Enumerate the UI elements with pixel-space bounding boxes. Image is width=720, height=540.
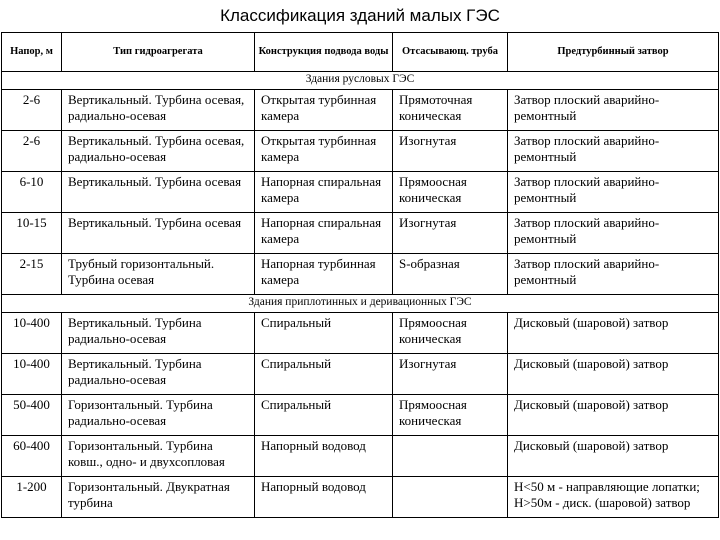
cell-draft-tube: Изогнутая xyxy=(393,354,508,395)
header-row xyxy=(2,33,719,72)
table-row xyxy=(2,131,719,172)
column-header-draft-tube: Отсасывающ. труба xyxy=(393,33,508,72)
table-row xyxy=(2,90,719,131)
cell-gate: Затвор плоский аварийно-ремонтный xyxy=(508,172,719,213)
cell-gate: Дисковый (шаровой) затвор xyxy=(508,313,719,354)
cell-draft-tube: Прямоосная коническая xyxy=(393,395,508,436)
cell-gate: Затвор плоский аварийно-ремонтный xyxy=(508,90,719,131)
cell-water-inlet: Спиральный xyxy=(255,354,393,395)
cell-unit-type: Вертикальный. Турбина радиально-осевая xyxy=(62,313,255,354)
cell-unit-type: Трубный горизонтальный. Турбина осевая xyxy=(62,254,255,295)
cell-unit-type: Вертикальный. Турбина осевая, радиально-осевая xyxy=(62,90,255,131)
cell-head: 10-15 xyxy=(2,213,62,254)
cell-gate: Н<50 м - направляющие лопатки; Н>50м - диск. (шаровой) затвор xyxy=(508,477,719,518)
column-header-gate: Предтурбинный затвор xyxy=(508,33,719,72)
section-title-riverbed: Здания русловых ГЭС xyxy=(2,72,719,90)
cell-unit-type: Вертикальный. Турбина осевая xyxy=(62,213,255,254)
cell-draft-tube: Прямоосная коническая xyxy=(393,172,508,213)
cell-gate: Дисковый (шаровой) затвор xyxy=(508,436,719,477)
cell-draft-tube: Изогнутая xyxy=(393,131,508,172)
table-row xyxy=(2,477,719,518)
cell-water-inlet: Напорный водовод xyxy=(255,436,393,477)
cell-unit-type: Вертикальный. Турбина осевая xyxy=(62,172,255,213)
table-row xyxy=(2,395,719,436)
cell-unit-type: Вертикальный. Турбина радиально-осевая xyxy=(62,354,255,395)
column-header-water-inlet: Конструкция подвода воды xyxy=(255,33,393,72)
table-row xyxy=(2,354,719,395)
cell-draft-tube xyxy=(393,436,508,477)
cell-water-inlet: Спиральный xyxy=(255,395,393,436)
table-row xyxy=(2,213,719,254)
cell-head: 2-6 xyxy=(2,90,62,131)
section-row xyxy=(2,295,719,313)
cell-head: 10-400 xyxy=(2,313,62,354)
cell-head: 60-400 xyxy=(2,436,62,477)
cell-water-inlet: Напорная спиральная камера xyxy=(255,213,393,254)
section-title-dam-derivation: Здания приплотинных и деривационных ГЭС xyxy=(2,295,719,313)
cell-head: 6-10 xyxy=(2,172,62,213)
cell-head: 2-6 xyxy=(2,131,62,172)
classification-table xyxy=(1,32,719,518)
cell-draft-tube: Прямоосная коническая xyxy=(393,313,508,354)
table-row xyxy=(2,172,719,213)
cell-gate: Дисковый (шаровой) затвор xyxy=(508,395,719,436)
cell-gate: Затвор плоский аварийно-ремонтный xyxy=(508,131,719,172)
cell-unit-type: Вертикальный. Турбина осевая, радиально-осевая xyxy=(62,131,255,172)
cell-water-inlet: Напорная спиральная камера xyxy=(255,172,393,213)
cell-water-inlet: Напорный водовод xyxy=(255,477,393,518)
table-row xyxy=(2,254,719,295)
cell-unit-type: Горизонтальный. Турбина ковш., одно- и двухсопловая xyxy=(62,436,255,477)
cell-head: 10-400 xyxy=(2,354,62,395)
cell-unit-type: Горизонтальный. Двукратная турбина xyxy=(62,477,255,518)
page-title: Классификация зданий малых ГЭС xyxy=(220,6,500,25)
section-row xyxy=(2,72,719,90)
column-header-head: Напор, м xyxy=(2,33,62,72)
table-row xyxy=(2,436,719,477)
cell-gate: Затвор плоский аварийно-ремонтный xyxy=(508,254,719,295)
cell-unit-type: Горизонтальный. Турбина радиально-осевая xyxy=(62,395,255,436)
cell-water-inlet: Напорная турбинная камера xyxy=(255,254,393,295)
column-header-unit-type: Тип гидроагрегата xyxy=(62,33,255,72)
cell-draft-tube: Изогнутая xyxy=(393,213,508,254)
cell-gate: Дисковый (шаровой) затвор xyxy=(508,354,719,395)
table-row xyxy=(2,313,719,354)
cell-head: 2-15 xyxy=(2,254,62,295)
cell-draft-tube: S-образная xyxy=(393,254,508,295)
cell-head: 50-400 xyxy=(2,395,62,436)
cell-water-inlet: Открытая турбинная камера xyxy=(255,131,393,172)
cell-water-inlet: Открытая турбинная камера xyxy=(255,90,393,131)
cell-draft-tube xyxy=(393,477,508,518)
cell-gate: Затвор плоский аварийно-ремонтный xyxy=(508,213,719,254)
cell-head: 1-200 xyxy=(2,477,62,518)
cell-draft-tube: Прямоточная коническая xyxy=(393,90,508,131)
cell-water-inlet: Спиральный xyxy=(255,313,393,354)
